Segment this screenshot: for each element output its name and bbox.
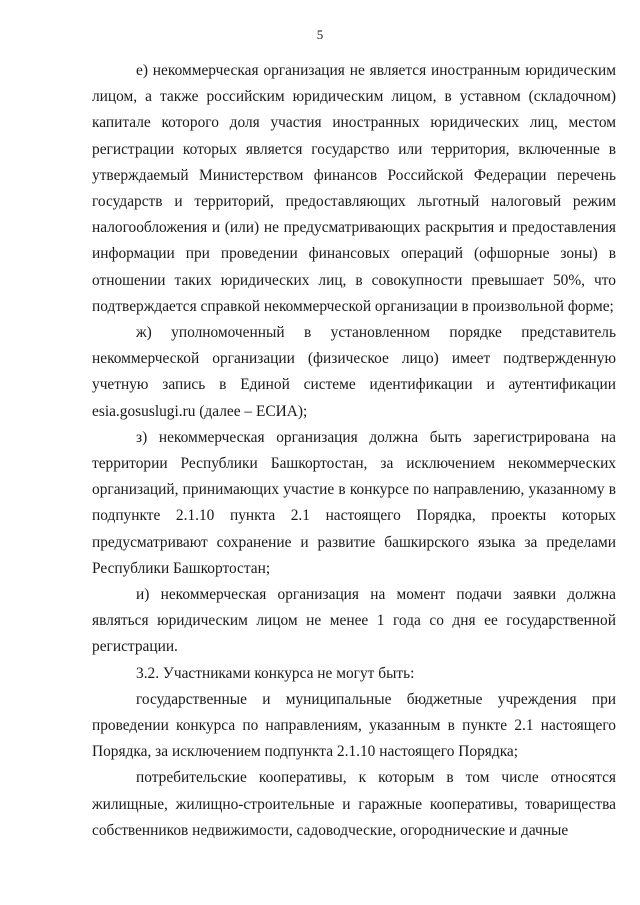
paragraph-i: и) некоммерческая организация на момент подачи заявки должна являться юридическим лицом не менее 1 года со дня ее государственной регистрации.: [92, 586, 616, 656]
paragraph-zh: ж) уполномоченный в установленном порядке представитель некоммерческой организации (физическое лицо) имеет подтвержденную учетную запись в Единой системе идентификации и аутентификации esia.gosuslugi.ru (далее – ЕСИА);: [92, 324, 616, 420]
document-body: [92, 58, 616, 844]
paragraph-e: е) некоммерческая организация не является иностранным юридическим лицом, а также российским юридическим лицом, в уставном (складочном) капитале которого доля участия иностранных юридических лиц, местом регистрации которых является государство или территория, включенные в утверждаемый Министерством финансов Российской Федерации перечень государств и территорий, предоставляющих льготный налоговый режим налогообложения и (или) не предусматривающих раскрытия и предоставления информации при проведении финансовых операций (офшорные зоны) в отношении таких юридических лиц, в совокупности превышает 50%, что подтверждается справкой некоммерческой организации в произвольной форме;: [92, 62, 616, 315]
page-number: 5: [316, 27, 324, 42]
paragraph-consumer-cooperatives: потребительские кооперативы, к которым в том числе относятся жилищные, жилищно-строительные и гаражные кооперативы, товарищества собственников недвижимости, садоводческие, огороднические и дачные: [92, 769, 616, 839]
paragraph-budget-institutions: государственные и муниципальные бюджетные учреждения при проведении конкурса по направлениям, указанным в пункте 2.1 настоящего Порядка, за исключением подпункта 2.1.10 настоящего Порядка;: [92, 690, 616, 761]
section-3-2-heading: 3.2. Участниками конкурса не могут быть:: [136, 664, 415, 682]
paragraph-z: з) некоммерческая организация должна быть зарегистрирована на территории Республики Башкортостан, за исключением некоммерческих организаций, принимающих участие в конкурсе по направлению, указанному в подпункте 2.1.10 пункта 2.1 настоящего Порядка, проекты которых предусматривают сохранение и развитие башкирского языка за пределами Республики Башкортостан;: [92, 428, 616, 577]
